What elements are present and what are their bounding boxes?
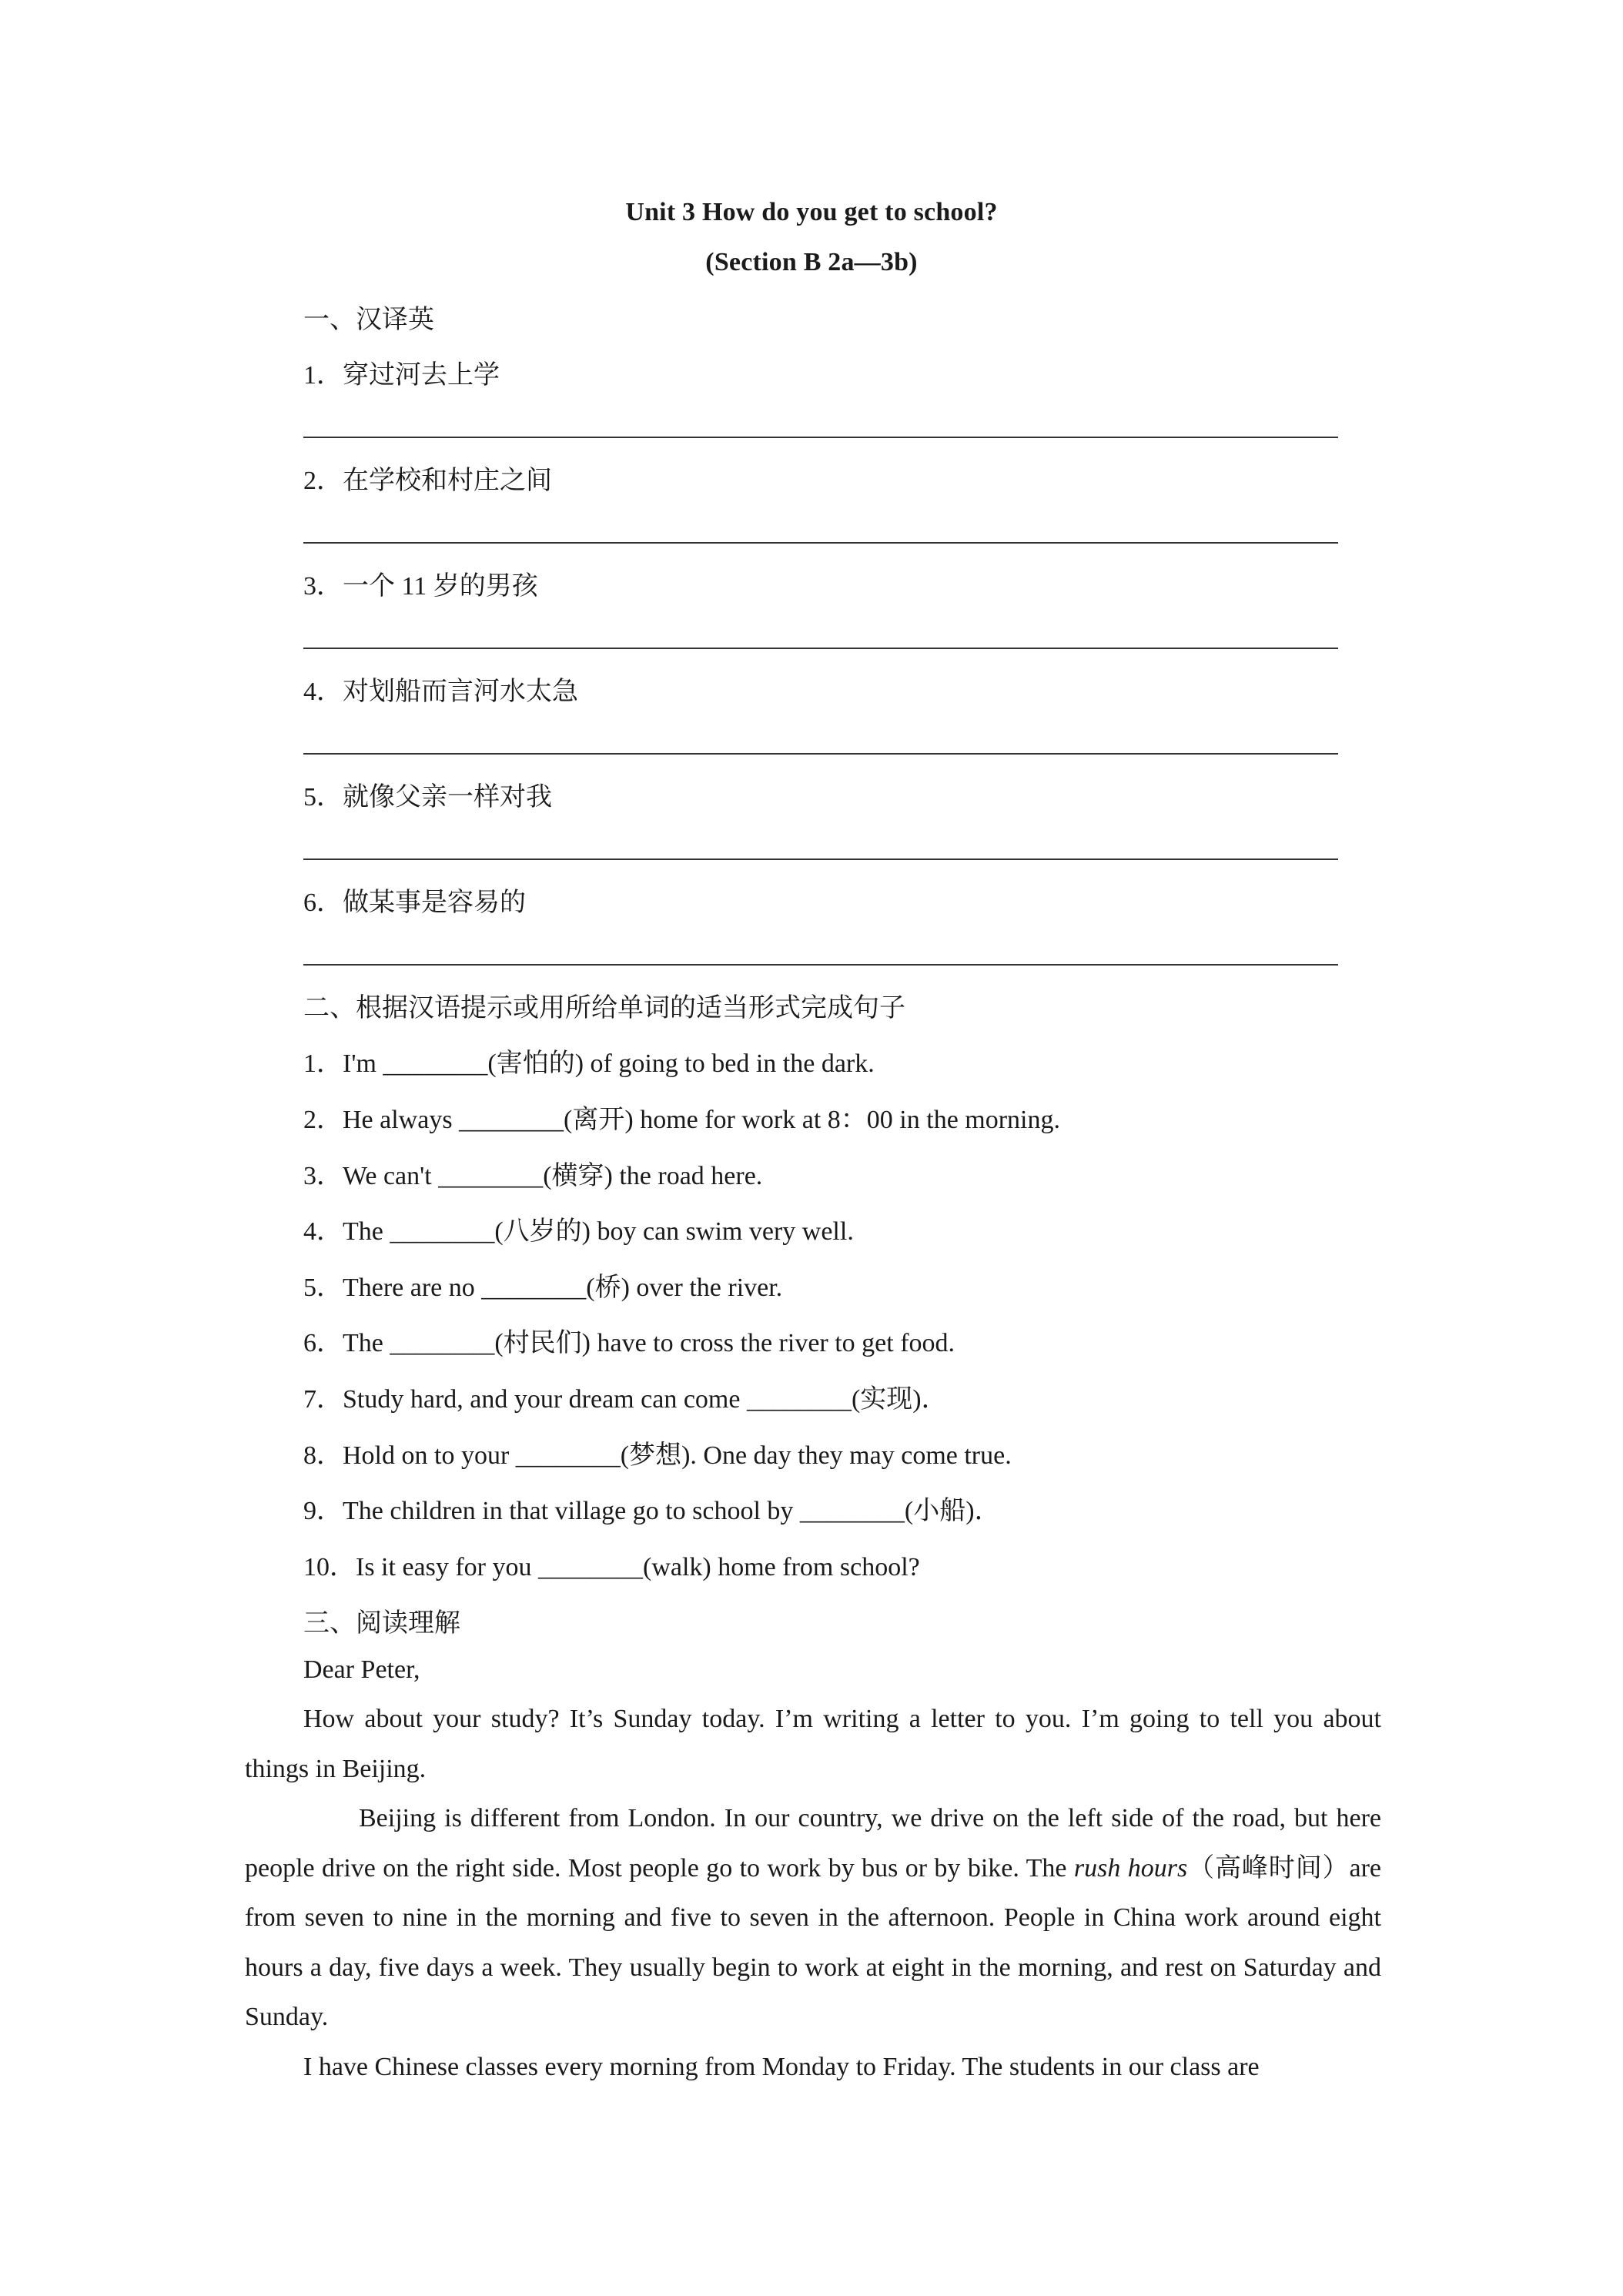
section2-heading: 二、根据汉语提示或用所给单词的适当形式完成句子 (303, 994, 905, 1022)
answer-line-3 (303, 648, 1338, 649)
page-subtitle: (Section B 2a—3b) (705, 248, 918, 276)
section1-heading: 一、汉译英 (303, 306, 434, 334)
section1-item-3: 3．一个 11 岁的男孩 (303, 572, 538, 601)
reading-paragraph-2-part-1: Beijing is different from London. In our country, we drive on the left side of the road, but here people drive on the right side. Most people go to work by bus or by bike. The (245, 1804, 1381, 1883)
letter-greeting: Dear Peter, (303, 1655, 420, 1684)
reading-paragraph-2 (245, 1794, 1381, 2043)
section2-item-1: 1．I'm ________(害怕的) of going to bed in the dark. (303, 1049, 875, 1078)
section2-item-3: 3．We can't ________(横穿) the road here. (303, 1162, 763, 1190)
section2-item-6: 6．The ________(村民们) have to cross the river to get food. (303, 1329, 955, 1357)
section2-item-7: 7．Study hard, and your dream can come ________(实现)． (303, 1385, 948, 1414)
answer-line-2 (303, 542, 1338, 544)
answer-line-5 (303, 858, 1338, 860)
answer-line-1 (303, 437, 1338, 438)
section1-item-2: 2．在学校和村庄之间 (303, 467, 552, 495)
answer-line-4 (303, 753, 1338, 755)
section2-item-2: 2．He always ________(离开) home for work at 8：00 in the morning. (303, 1106, 1060, 1134)
section2-item-8: 8．Hold on to your ________(梦想). One day they may come true. (303, 1441, 1012, 1470)
answer-line-6 (303, 964, 1338, 966)
rush-hours-term: rush hours (1073, 1853, 1188, 1883)
reading-paragraph-2-part-2: （高峰时间）are from seven to nine in the morning and five to seven in the afternoon. People in China work around eight hours a day, five days a week. They usually begin to work at eight in the morning, and rest on Saturday and Sunday. (245, 1853, 1381, 2031)
section1-item-5: 5．就像父亲一样对我 (303, 783, 552, 812)
section2-item-10: 10．Is it easy for you ________(walk) home from school? (303, 1553, 920, 1581)
section2-item-4: 4．The ________(八岁的) boy can swim very well. (303, 1217, 854, 1246)
reading-paragraph-1: How about your study? It’s Sunday today. I’m writing a letter to you. I’m going to tell you about things in Beijing. (245, 1705, 1381, 1783)
reading-paragraph-3: I have Chinese classes every morning from Monday to Friday. The students in our class are (303, 2053, 1260, 2081)
section2-item-9: 9．The children in that village go to school by ________(小船)． (303, 1497, 1001, 1525)
section1-item-6: 6．做某事是容易的 (303, 889, 526, 917)
page-title: Unit 3 How do you get to school? (625, 198, 998, 226)
section1-item-4: 4．对划船而言河水太急 (303, 678, 578, 706)
section1-item-1: 1．穿过河去上学 (303, 361, 500, 390)
section3-heading: 三、阅读理解 (303, 1609, 460, 1638)
section2-item-5: 5．There are no ________(桥) over the river. (303, 1274, 783, 1302)
